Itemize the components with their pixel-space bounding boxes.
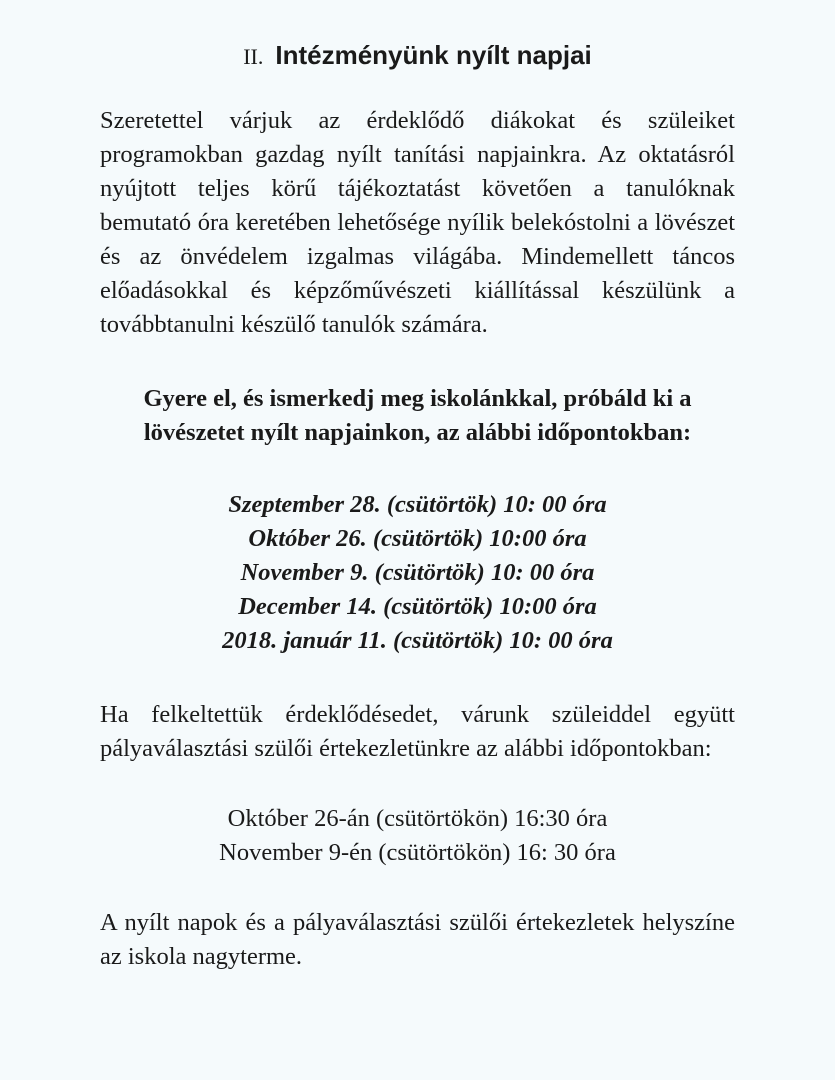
parent-meetings-list: [100, 802, 735, 870]
open-day-item: November 9. (csütörtök) 10: 00 óra: [240, 559, 595, 586]
open-day-item: 2018. január 11. (csütörtök) 10: 00 óra: [222, 627, 613, 654]
invite-paragraph: Gyere el, és ismerkedj meg iskolánkkal, próbáld ki a lövészetet nyílt napjainkon, az alábbi időpontokban:: [143, 385, 692, 446]
parent-meeting-item: Október 26-án (csütörtökön) 16:30 óra: [227, 805, 608, 832]
location-paragraph: A nyílt napok és a pályaválasztási szülői értekezletek helyszíne az iskola nagyterme.: [100, 909, 735, 970]
section-number: II.: [243, 44, 264, 69]
intro-paragraph: Szeretettel várjuk az érdeklődő diákokat és szüleiket programokban gazdag nyílt tanítási napjainkra. Az oktatásról nyújtott teljes körű tájékoztatást követően a tanulóknak bemutató óra keretében lehetősége nyílik belekóstolni a lövészet és az önvédelem izgalmas világába. Mindemellett táncos előadásokkal és képzőművészeti kiállítással készülünk a továbbtanulni készülő tanulók számára.: [100, 107, 735, 338]
parents-paragraph: Ha felkeltettük érdeklődésedet, várunk szüleiddel együtt pályaválasztási szülői értekezletünkre az alábbi időpontokban:: [100, 701, 735, 762]
open-day-item: Szeptember 28. (csütörtök) 10: 00 óra: [228, 491, 607, 518]
parent-meeting-item: November 9-én (csütörtökön) 16: 30 óra: [219, 839, 616, 866]
section-title: Intézményünk nyílt napjai: [275, 40, 592, 70]
page-title: [100, 36, 735, 74]
open-day-item: December 14. (csütörtök) 10:00 óra: [238, 593, 597, 620]
open-days-list: [100, 488, 735, 658]
open-day-item: Október 26. (csütörtök) 10:00 óra: [248, 525, 587, 552]
